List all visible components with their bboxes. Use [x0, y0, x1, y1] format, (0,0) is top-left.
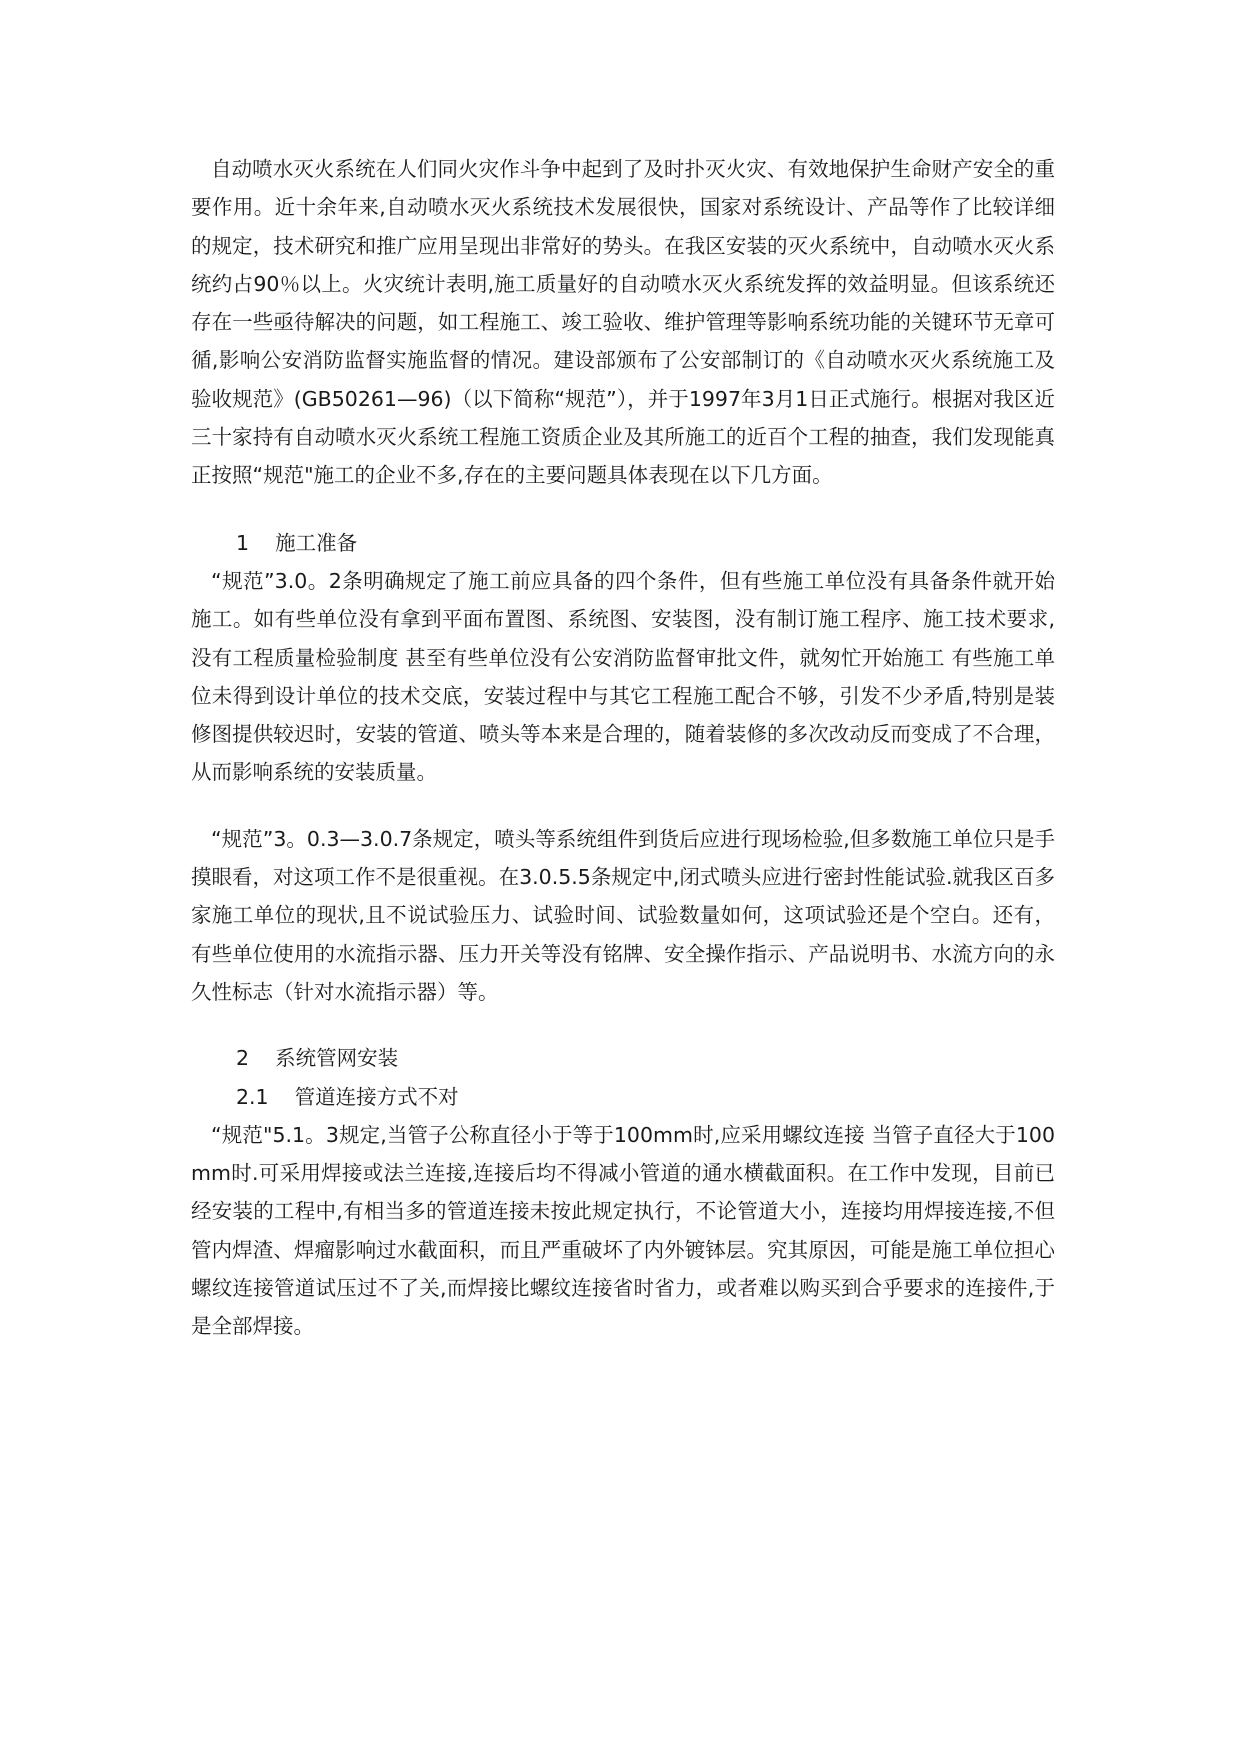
section-2-1-paragraph: “规范"5.1。3规定,当管子公称直径小于等于100mm时,应采用螺纹连接 当管子直径大于100mm时.可采用焊接或法兰连接,连接后均不得减小管道的通水横截面积。在工作中发现，目前已经安装的工程中,有相当多的管道连接未按此规定执行，不论管道大小，连接均用焊接连接,不但管内焊渣、焊瘤影响过水截面积，而且严重破坏了内外镀钵层。究其原因，可能是施工单位担心螺纹连接管道试压过不了关,而焊接比螺纹连接省时省力，或者难以购买到合乎要求的连接件,于是全部焊接。: [191, 1122, 1055, 1339]
section-2-heading: 2 系统管网安装: [236, 1046, 399, 1071]
intro-paragraph: 自动喷水灭火系统在人们同火灾作斗争中起到了及时扑灭火灾、有效地保护生命财产安全的重要作用。近十余年来,自动喷水灭火系统技术发展很快，国家对系统设计、产品等作了比较详细的规定，技术研究和推广应用呈现出非常好的势头。在我区安装的灭火系统中，自动喷水灭火系统约占90％以上。火灾统计表明,施工质量好的自动喷水灭火系统发挥的效益明显。但该系统还存在一些亟待解决的问题，如工程施工、竣工验收、维护管理等影响系统功能的关键环节无章可循,影响公安消防监督实施监督的情况。建设部颁布了公安部制订的《自动喷水灭火系统施工及验收规范》(GB50261—96)（以下简称“规范”），并于1997年3月1日正式施行。根据对我区近三十家持有自动喷水灭火系统工程施工资质企业及其所施工的近百个工程的抽查，我们发现能真正按照“规范"施工的企业不多,存在的主要问题具体表现在以下几方面。: [191, 157, 1055, 488]
section-1-heading: 1 施工准备: [236, 530, 358, 555]
section-1-paragraph-1: “规范”3.0。2条明确规定了施工前应具备的四个条件，但有些施工单位没有具备条件就开始施工。如有些单位没有拿到平面布置图、系统图、安装图，没有制订施工程序、施工技术要求,没有工程质量检验制度 甚至有些单位没有公安消防监督审批文件，就匆忙开始施工 有些施工单位未得到设计单位的技术交底，安装过程中与其它工程施工配合不够，引发不少矛盾,特别是装修图提供较迟时，安装的管道、喷头等本来是合理的，随着装修的多次改动反而变成了不合理，从而影响系统的安装质量。: [191, 568, 1055, 785]
section-2-1-heading: 2.1 管道连接方式不对: [236, 1084, 459, 1109]
section-1-paragraph-2: “规范”3。0.3—3.0.7条规定，喷头等系统组件到货后应进行现场检验,但多数施工单位只是手摸眼看，对这项工作不是很重视。在3.0.5.5条规定中,闭式喷头应进行密封性能试验.就我区百多家施工单位的现状,且不说试验压力、试验时间、试验数量如何，这项试验还是个空白。还有，有些单位使用的水流指示器、压力开关等没有铭牌、安全操作指示、产品说明书、水流方向的永久性标志（针对水流指示器）等。: [191, 826, 1055, 1004]
document-body: [191, 150, 1055, 1346]
